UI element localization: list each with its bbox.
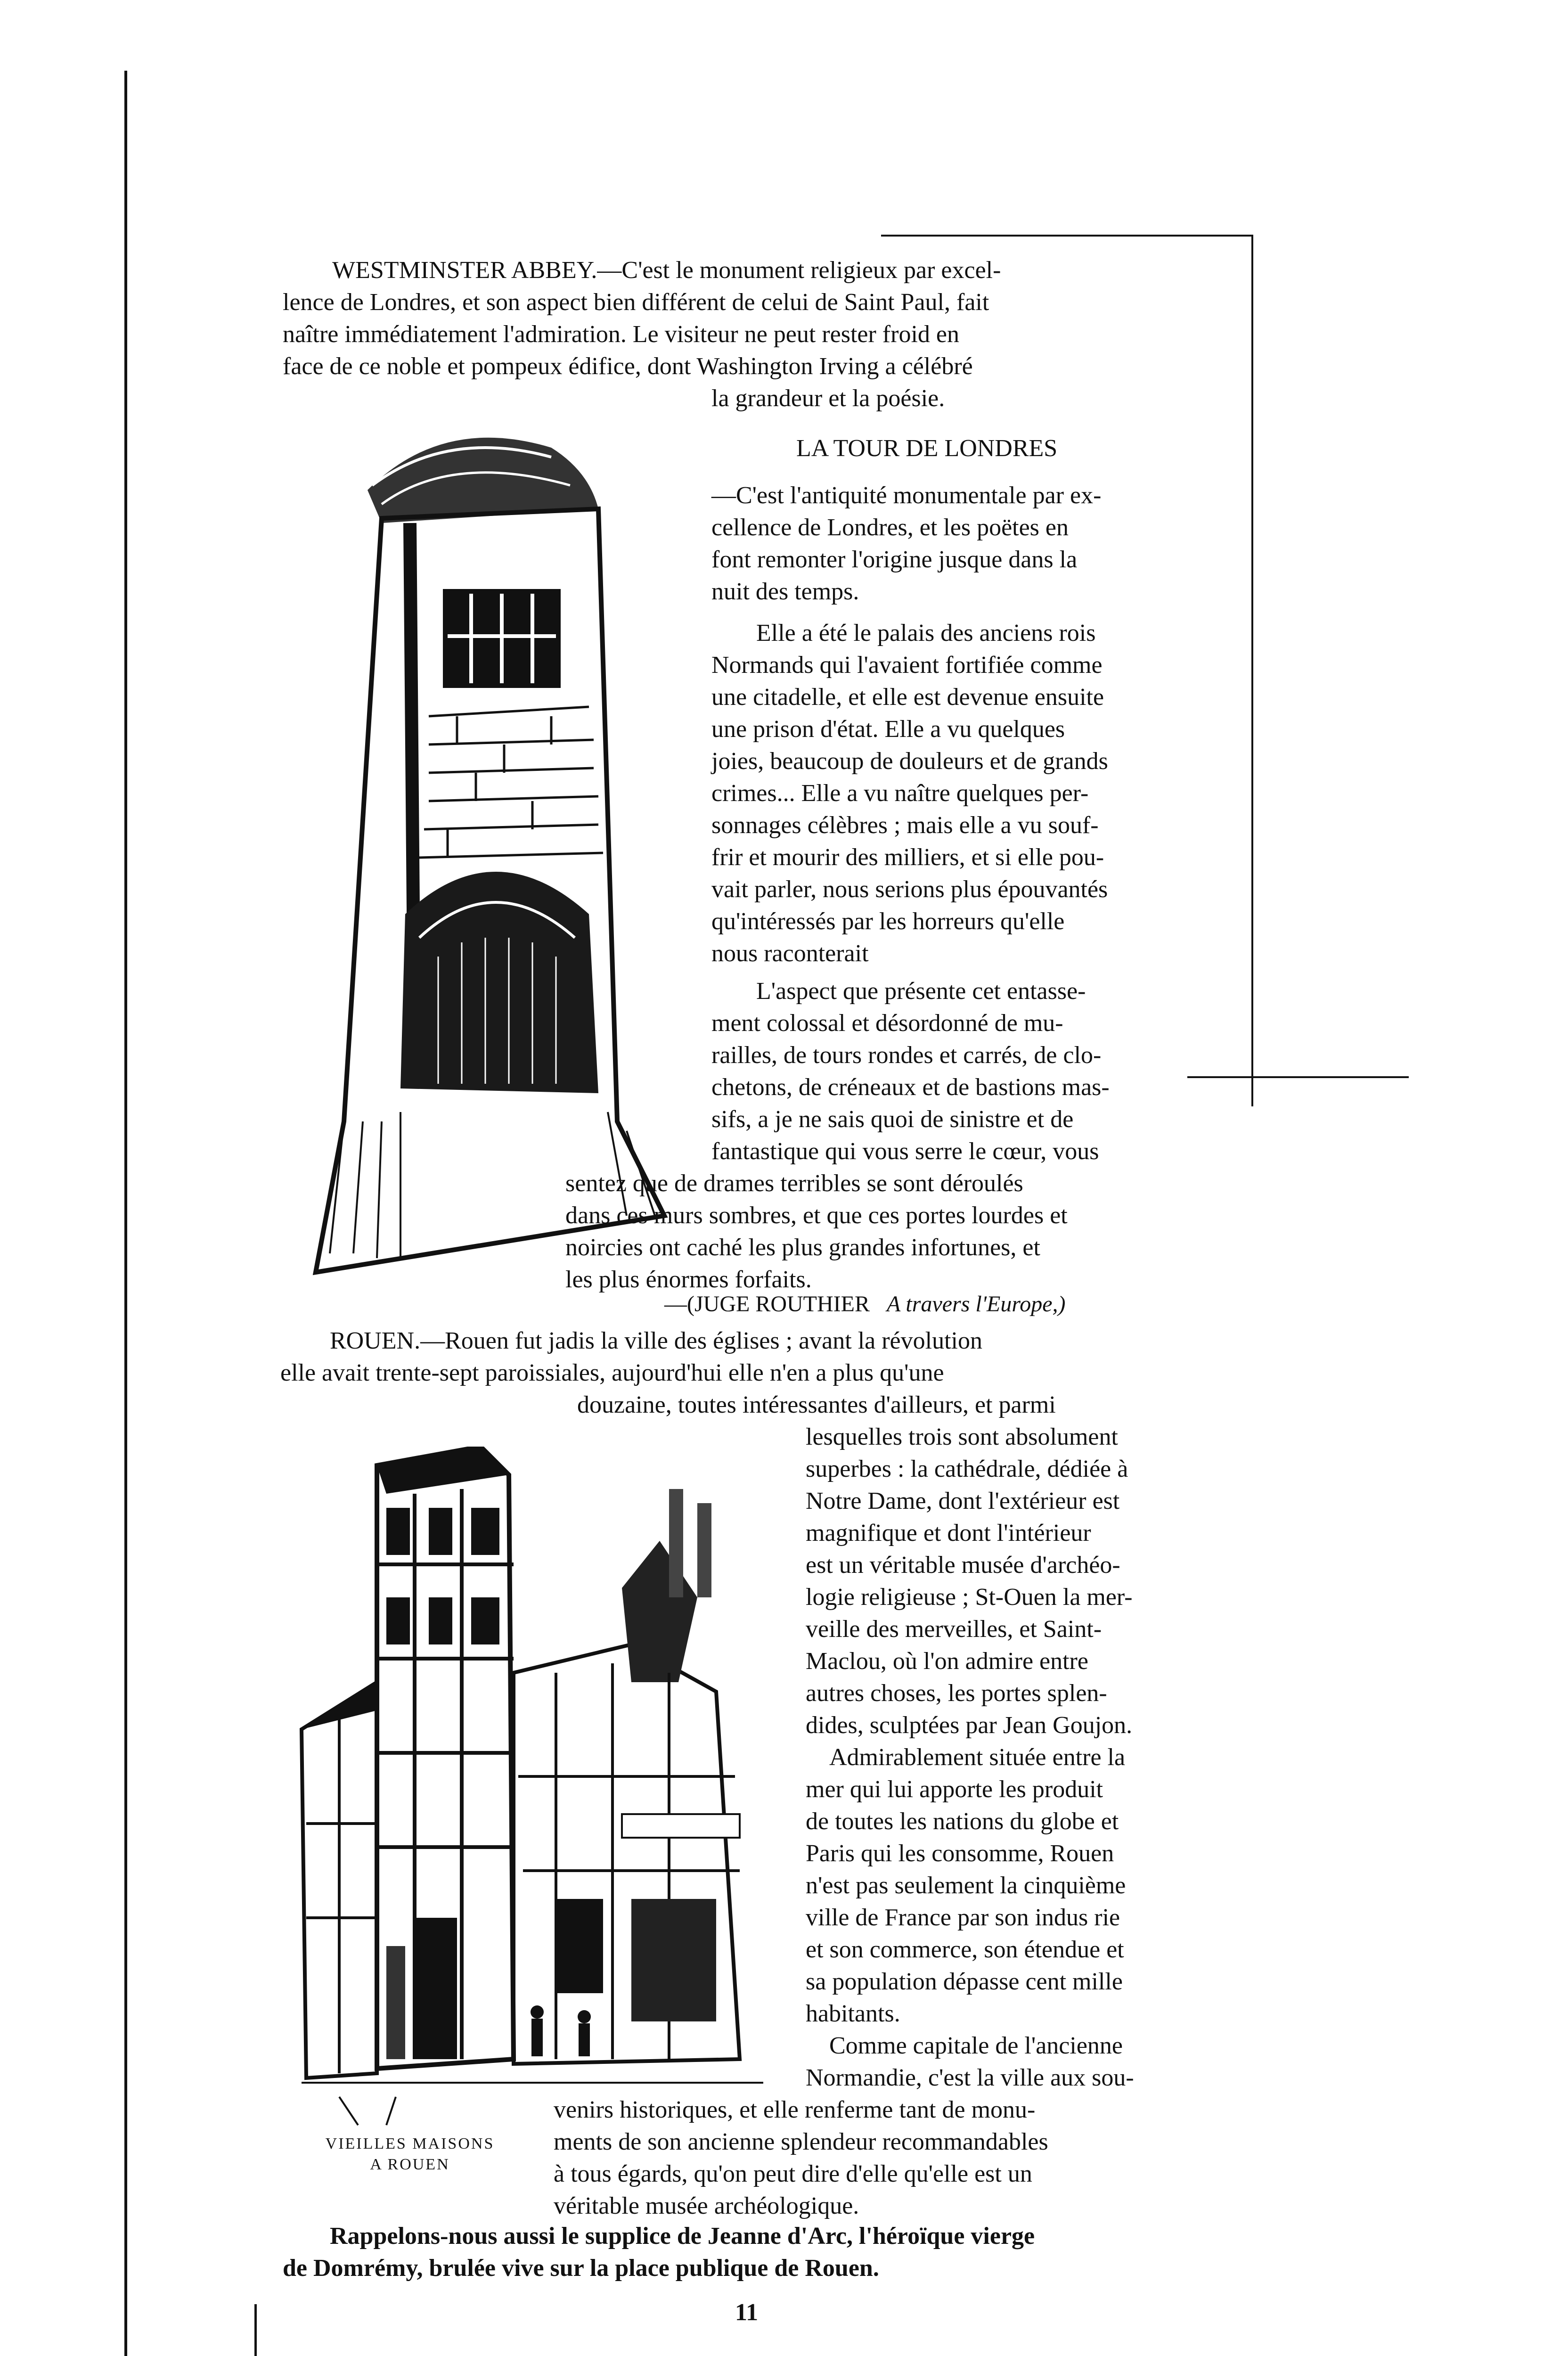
rouen-line: est un véritable musée d'archéo- — [806, 1552, 1120, 1579]
rouen-line: autres choses, les portes splen- — [806, 1680, 1107, 1707]
tour-line: sifs, a je ne sais quoi de sinistre et de — [711, 1106, 1074, 1133]
rouen-column-3 — [806, 2030, 1230, 2094]
tour-paragraph-3-wide — [565, 1168, 1230, 1296]
tour-line: ment colossal et désordonné de mu- — [711, 1010, 1063, 1037]
tour-paragraph-3 — [711, 975, 1230, 1168]
rouen-line: ville de France par son indus rie — [806, 1904, 1120, 1931]
rouen-line: dides, sculptées par Jean Goujon. — [806, 1712, 1133, 1739]
tour-line: crimes... Elle a vu naître quelques per- — [711, 780, 1089, 807]
tour-line: frir et mourir des milliers, et si elle pou- — [711, 844, 1104, 871]
rouen-wide — [554, 2094, 1230, 2222]
tour-paragraph-1 — [711, 480, 1230, 608]
tour-line: L'aspect que présente cet entasse- — [756, 978, 1086, 1005]
westminster-line: lence de Londres, et son aspect bien différent de celui de Saint Paul, fait — [283, 289, 989, 316]
tour-line: noircies ont caché les plus grandes infortunes, et — [565, 1234, 1040, 1261]
rouen-line: Comme capitale de l'ancienne — [829, 2032, 1123, 2059]
rouen-line: Notre Dame, dont l'extérieur est — [806, 1488, 1120, 1514]
page-number: 11 — [735, 2299, 759, 2326]
rouen-houses-illustration — [292, 1447, 792, 2130]
rouen-line: veille des merveilles, et Saint- — [806, 1616, 1102, 1643]
attribution-title: A travers l'Europe,) — [886, 1292, 1066, 1317]
westminster-last-line: la grandeur et la poésie. — [711, 385, 945, 412]
rouen-column-1 — [806, 1421, 1230, 1742]
rouen-line: venirs historiques, et elle renferme tant de monu- — [554, 2096, 1036, 2123]
caption-line: A ROUEN — [370, 2156, 450, 2173]
rouen-line: n'est pas seulement la cinquième — [806, 1872, 1126, 1899]
rouen-line-1: ROUEN.—Rouen fut jadis la ville des églises ; avant la révolution — [330, 1327, 982, 1354]
tour-line: joies, beaucoup de douleurs et de grands — [711, 748, 1108, 775]
tour-line: une citadelle, et elle est devenue ensuite — [711, 684, 1104, 711]
rouen-line: et son commerce, son étendue et — [806, 1936, 1124, 1963]
top-right-rule — [881, 235, 1253, 237]
caption-line: VIEILLES MAISONS — [325, 2135, 495, 2152]
tour-line: cellence de Londres, et les poëtes en — [711, 514, 1069, 541]
tour-heading: LA TOUR DE LONDRES — [796, 435, 1058, 462]
rouen-line-3: douzaine, toutes intéressantes d'ailleurs, et parmi — [577, 1391, 1056, 1418]
tour-line: une prison d'état. Elle a vu quelques — [711, 716, 1065, 743]
tour-line: nous raconterait — [711, 940, 869, 967]
inner-left-rule — [254, 2304, 257, 2356]
rouen-line: habitants. — [806, 2000, 900, 2027]
tour-line: —C'est l'antiquité monumentale par ex- — [711, 482, 1102, 509]
rouen-illustration-caption — [292, 2134, 528, 2175]
rouen-line: magnifique et dont l'intérieur — [806, 1520, 1091, 1546]
rouen-column-2 — [806, 1742, 1230, 2030]
tour-line: nuit des temps. — [711, 578, 859, 605]
rouen-line: véritable musée archéologique. — [554, 2192, 859, 2219]
rouen-line: Maclou, où l'on admire entre — [806, 1648, 1088, 1675]
tour-line: chetons, de créneaux et de bastions mas- — [711, 1074, 1110, 1101]
tour-line: dans ces murs sombres, et que ces portes lourdes et — [565, 1202, 1068, 1229]
left-margin-rule — [124, 71, 127, 2356]
tour-line: les plus énormes forfaits. — [565, 1266, 812, 1293]
rouen-line-2: elle avait trente-sept paroissiales, aujourd'hui elle n'en a plus qu'une — [280, 1359, 944, 1386]
tour-paragraph-2 — [711, 617, 1230, 970]
westminster-line: face de ce noble et pompeux édifice, dont Washington Irving a célébré — [283, 353, 973, 380]
tour-line: sonnages célèbres ; mais elle a vu souf- — [711, 812, 1099, 839]
westminster-paragraph — [283, 254, 1234, 383]
tour-line: qu'intéressés par les horreurs qu'elle — [711, 908, 1065, 935]
rouen-line: de toutes les nations du globe et — [806, 1808, 1119, 1835]
westminster-line: naître immédiatement l'admiration. Le visiteur ne peut rester froid en — [283, 321, 959, 348]
jeanne-line: de Domrémy, brulée vive sur la place publique de Rouen. — [283, 2255, 879, 2282]
tour-line: vait parler, nous serions plus épouvantés — [711, 876, 1108, 903]
rouen-line: Paris qui les consomme, Rouen — [806, 1840, 1114, 1867]
rouen-line: lesquelles trois sont absolument — [806, 1423, 1118, 1450]
jeanne-paragraph — [283, 2220, 1234, 2284]
tour-line: Elle a été le palais des anciens rois — [756, 620, 1096, 646]
rouen-line: mer qui lui apporte les produit — [806, 1776, 1103, 1803]
tour-attribution — [664, 1291, 1066, 1317]
tour-line: Normands qui l'avaient fortifiée comme — [711, 652, 1102, 679]
rouen-line: ments de son ancienne splendeur recommandables — [554, 2128, 1048, 2155]
right-margin-rule — [1251, 235, 1253, 1106]
tour-line: fantastique qui vous serre le cœur, vous — [711, 1138, 1099, 1165]
tour-line: font remonter l'origine jusque dans la — [711, 546, 1078, 573]
rouen-line: Normandie, c'est la ville aux sou- — [806, 2064, 1134, 2091]
rouen-line: Admirablement située entre la — [829, 1744, 1126, 1771]
rouen-line: logie religieuse ; St-Ouen la mer- — [806, 1584, 1133, 1611]
rouen-line: superbes : la cathédrale, dédiée à — [806, 1456, 1128, 1482]
rouen-line: à tous égards, qu'on peut dire d'elle qu'elle est un — [554, 2160, 1032, 2187]
attribution-author: —(JUGE ROUTHIER — [664, 1292, 870, 1317]
jeanne-line: Rappelons-nous aussi le supplice de Jeanne d'Arc, l'héroïque vierge — [330, 2223, 1035, 2250]
tour-line: railles, de tours rondes et carrés, de clo- — [711, 1042, 1102, 1069]
rouen-line: sa population dépasse cent mille — [806, 1968, 1123, 1995]
tour-line: sentez que de drames terribles se sont déroulés — [565, 1170, 1023, 1197]
westminster-line: WESTMINSTER ABBEY.—C'est le monument religieux par excel- — [332, 257, 1001, 284]
